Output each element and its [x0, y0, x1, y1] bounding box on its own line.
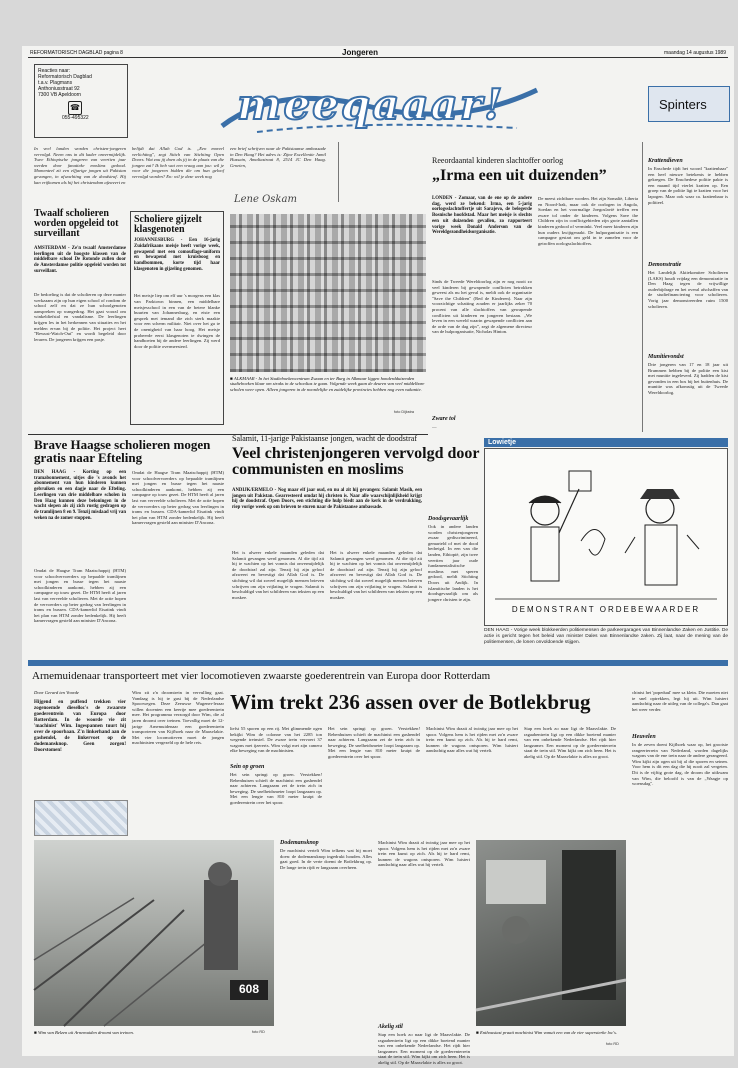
twaalf-body: De bedoeling is dat de scholieren op deze manier werkzaam zijn op hun eigen school of rondom de school zelf en dat ze hun schoolgenoten aanspreken op wangedrag. Het gaat vooral om winkeldiefstal en vandalisme. De leerlingen krijgen les in het herkennen van situaties en het melden ervan bij de politie. Het project heet "Bewust-Watch-Out" en wordt begeleid door leraren. De jongeren krijgen een pasje.	[34, 292, 126, 342]
arnemuiden-headline: Wim trekt 236 assen over de Botlekbrug	[230, 690, 591, 714]
akelig-subhead: Akelig stil	[378, 1024, 403, 1030]
arnemuiden-body-6: Stap een hoek zo naar ligt de Maasvlakte. De ragaabentrein ligt op een dikke boeiend manier van een onbekende Nederlandse. Het rijdt hier langzamer. Een moment op de goederenterrein staat de trein stil. Wim kijkt om zich heen. Het is akelig stil. Op de Maasvlakte is alles zo groot.	[524, 726, 616, 759]
logo-stamp-icon	[34, 800, 128, 836]
intro-signature: Lene Oskam	[234, 194, 297, 205]
books-caption-text: ALKMAAR - In het Studieboekencentrum Zwaan en ter Burg in Alkmaar liggen honderdduizenden studieboeken klaar om straks in de schooltas te gaan. Volgende week gaan de deuren van veel middelbare scholen weer open. Alleen jongeren in de noordelijke en zuidelijke provincies hebben nog even vakantie.	[230, 376, 425, 392]
twaalf-lead: AMSTERDAM - Ze'n twaalf Amsterdamse leerlingen uit de hoogste klassen van de middelbare school De Rotonde zullen door de Amsterdamse politie opgeleid worden tot surveillant.	[34, 246, 126, 274]
heuvelen-subhead: Heuvelen	[632, 734, 656, 740]
address-box	[34, 64, 128, 138]
publisher-line: REFORMATORISCH DAGBLAD pagina 8	[30, 50, 123, 56]
irma-body: Sinds de Tweede Wereldoorlog zijn er nog nooit zo veel kinderen bij gewapende conflicten betrokken geweest als nu het geval is, meldt ook de organisatie "Save the Children" (Red de Kinderen). Naar zijn voorzichtige schatting zouden er jaarlijks zeker 70 procent van alle slachtoffers van gewapende conflicten uit kinderen en jongeren bestaan. „We leven in een wereld waarin gewapende conflicten aan de orde van de dag zijn”, zegt de algemene directeur van de hulporganisatie, Nicholas Hinton.	[432, 279, 532, 335]
munitievondst-body: Drie jongeren van 17 en 18 jaar uit Brummen hebben bij de politie een kist met munitie ingeleverd. Zij hadden de kist gevonden in een bos bij het buitenhuis. De munitie was afkomstig uit de Tweede Wereldoorlog.	[648, 362, 728, 395]
haagse-lead: DEN HAAG - Korting op een tramabonnement, uitjes die 's avonds het abonnement van hun kinderen kunnen gebruiken en een dagje naar de Efteling. Leerlingen van drie middelbare scholen in Den Haag kunnen deze beloningen in de wacht slepen als zij zich rustig gedragen op de tramlijnen 8 en 9. Tenzij misdaad vrij van weken na de zomer stoppen.	[34, 470, 126, 521]
lowietje-cartoon	[484, 438, 728, 658]
arnemuiden-body-5: Machinist Wim draait al twintig jaar mee op het spoor. Volgens hem is het rijden met zo'n zware trein een kunst op zich. Als hij te hard remt, kunnen de wagons ontsporen. Wim luistert aandachtig naar alles wat hij vertelt.	[426, 726, 518, 754]
boy-caption-text: Wim van Belzen uit Arnemuiden droomt van treinen.	[37, 1030, 134, 1035]
boy-caption	[34, 1030, 234, 1035]
haagse-body-b: Omdat de Haagse Tram Maatschappij (HTM) voor schoolvervoerders op bepaalde tramlijnen met jongen en busse tegen het naaste schoolkinderen aankomt, hebben zij een campagne op touw gezet. De HTM heeft al jaren last van verveelde scholieren. Met de actie hopen de vervoerders op beter gedrag van leerlingen in trams en bussen. CDA-kamerlid Eisatink vindt het plan van HTM zonder bedenkelijk. Hij heeft kamervragen gesteld aan minister D'Ancona.	[132, 470, 224, 526]
arnemuiden-body-2: liefst 55 sporen op een rij. Met glimmende ogen bekijkt Wim de colonne van het 2285 ton wegende treinstel. De zware trein vervoert 37 wagons met ijzererts. Wim volgt met zijn camera elke beweging van de machinisten.	[230, 726, 322, 754]
arnemuiden-body-3b: Het sein springt op groen. Verstekken! Rebenhuisen schieft de machinist een gashendel naar achteren. Langzaam zet de trein zich in beweging. De snelheidsmeter loopt langzaam op. Met een lengte van 810 meter kruipt de goederentrein over het spoor.	[328, 726, 420, 759]
books-credit: foto Dijkstra	[394, 410, 415, 414]
munitievondst-subhead: Munitievondst	[648, 354, 684, 360]
issue-date: maandag 14 augustus 1989	[664, 50, 726, 56]
address-line: Reformatorisch Dagblad	[38, 74, 92, 80]
pakistan-body-2: Ook in andere landen worden christenjongeren zwaar gediscrimineerd, gemarteld of met de dood bedreigd. In een van die landen, Ethiopië, zijn twee veertien jaar oude fundamentalistische moslims met speren gedood, meldt Stichting Doors uit Andijk. In islamitische landen is het doodsgevaarlijk om als jongere christen te zijn.	[428, 524, 478, 602]
arnemuiden-body-7: chinist het 'popeduul' mee sa klein. Die moeten niet te snel optrekken, legt hij uit. Wim luistert aandachtig naar de uitleg van de collega's. Dan gaat het weer verder.	[632, 690, 728, 712]
logo-text: meeqaaar!	[237, 80, 505, 129]
machinist-caption	[476, 1030, 626, 1035]
machinist-caption-text: Enthousiast praati machinist Wim vanuit een van de vier supersterke loc's.	[479, 1030, 618, 1035]
boy-credit: foto RD	[252, 1030, 265, 1034]
irma-body-2: De meest zichtbare worden. Het zijn Somalië, Liberia en Noord-Irak, maar ook de oorlogen in Angola, Soedan en het voormalige Joegoslavië treffen een zware tol onder de kinderen. Volgens Save the Children zijn in conflictgebieden zijn grote aantallen kinderen gedood of verminkt. Veel meer kinderen zijn hun ouders kwijtgeraakt. De hulporganisatie is een campagne gestart om geld in te zamelen voor de getroffen oorlogsslachtoffers.	[538, 196, 638, 246]
pakistan-kicker: Salamit, 11-jarige Pakistaanse jongen, wacht de doodstraf	[232, 434, 417, 443]
krattendieven-body: In Enschede tijdt het woord "krattenbaar" een heel nieuwe betekenis te hebben gekregen. De Enschedese politie pakte is een maand tijd vierlei kratten op. Een groep van de politie ligt te kratten voor het lapogen. Maar ook waar ca. krattenbaar is politieel.	[648, 166, 728, 205]
books-shading	[230, 214, 426, 372]
column-divider	[642, 142, 643, 432]
square-bullet-icon: ■	[476, 1030, 480, 1035]
twaalf-headline: Twaalf scholieren worden opgeleid tot surveillant	[34, 208, 119, 240]
arnemuiden-body-4b: Machinist Wim draait al twintig jaar mee op het spoor. Volgens hem is het rijden met zo'n zware trein een kunst op zich. Als hij te hard remt, kunnen de wagons ontsporen. Wim luistert aandachtig naar alles wat hij vertelt.	[378, 840, 470, 868]
address-line: 7300 VB Apeldoorn	[38, 92, 82, 98]
intro-column-2: belijdt dat Allah God is. „Een moreel verlichting", zegt Stitch van Stichting Open Doors. Wat zou jij doen als jij in de plaats van die jongen zat? Ik heb wat een vraag aan jou: wil je voor die jongeren bidden die om hun geloof vervolgd worden? En: wil je deze week nog	[132, 146, 224, 179]
akelig-body: Stap een hoek zo naar ligt de Maasvlakte. De ragaabentrein ligt op een dikke boeiend manier van een onbekende Nederlandse. Het rijdt hier langzamer. Een moment op de goederenterrein staat de trein stil. Wim kijkt om zich heen. Het is akelig stil. Op de Maasvlakte is alles zo groot.	[378, 1032, 470, 1065]
irma-lead: LONDEN - Zomaar, van de ene op de andere dag, werd ze bekend: Irma, een 5-jarig oorlogsslachtoffertje uit Sarajevo, de belegerde Bosnische hoofdstad. Maar het meisje is slechts een uit duizenden gevallen, zo rapporteert vorige week Donald Anderson van de Wereldgezondheidsorganisatie.	[432, 196, 532, 236]
books-caption	[230, 376, 426, 410]
intro-column-3: een brief schrijven naar de Pakistaanse ambassade in Den Haag? Het adres is: Zijne Excellentie Jamil Hussain, Amaliastraat 8, 2514 JC Den Haag. Groeten,	[230, 146, 326, 168]
address-line: Anthoniusstraat 92	[38, 86, 80, 92]
arnemuiden-kicker: Arnemuidenaar transporteert met vier locomotieven zwaarste goederentrein van Europa door Rotterdam	[32, 670, 491, 682]
address-phone: 055-495322	[62, 115, 89, 121]
rail-tracks-icon	[34, 840, 274, 1026]
cartoon-frame	[484, 448, 728, 626]
newspaper-page	[22, 46, 734, 1065]
lowietje-caption: DEN HAAG - Vorige week blokkeerden politiemensen de parkeergarages van Binnenlandse Zaken en Justitie. De actie is gericht tegen het beleid van minister Dales van Binnenlandse zaken. Zij laat, naar de mening van de politiemensen, de lonen onvoldoende stijgen.	[484, 628, 728, 645]
telephone-icon: ☎	[68, 101, 82, 115]
scholiere-body: Het meisje liep om elf uur 's morgens een klas van Parktown binnen, een middelbare meisjesschool in een van de betere blanke buurten van Johannesburg, en eiste een gesprek met iemand die zich sterk maakte voor een scherm militair. Niet over het ga te de onenigheid van haar hoog. Het meisje probeerde eerst klasgenoten te dwingen de handboeien bij de andere leerlingen. Zij werd door de politie overmeesterd.	[134, 293, 220, 349]
haagse-headline: Brave Haagse scholieren mogen gratis naar Efteling	[34, 437, 211, 466]
cartoon-drawing-icon	[485, 449, 727, 625]
address-line: t.a.v. Plagmans	[38, 80, 73, 86]
section-label: Jongeren	[342, 48, 379, 57]
intro-column-1: In veel landen worden christen-jongeren vervolgd. Neem ons in dit kader onvermijdelijk. Twee Ethiopische jongeren van veertien jaar werden door fanatieke moslims gedood. Momenteel zit een elfjarige jongen uit Pakistan gevangen, in afwachting van de doodstraf. Hij kan vrijkomen als hij het christendom afzweert en	[34, 146, 126, 185]
spinters-label: Spinters	[659, 97, 707, 112]
scholiere-lead: JOHANNESBURG - Een 16-jarig Zuidafrikaans meisje heeft vorige week, gewapend met een comouflage-uniform en bewapend met kruisboog en handbommen, korte tijd haar klasgenoten in gijzeling genomen.	[134, 238, 220, 272]
scholiere-headline: Scholiere gijzelt klasgenoten	[134, 214, 202, 236]
sein-subhead: Sein op groen	[230, 764, 265, 770]
pakistan-headline: Veel christenjongeren vervolgd door communisten en moslims	[232, 445, 480, 479]
square-bullet-icon: ■	[230, 376, 234, 381]
scholiere-box	[130, 211, 224, 425]
irma-headline: „Irma een uit duizenden”	[432, 167, 607, 184]
address-line: Reacties naar:	[38, 68, 71, 74]
arnemuiden-body-4: De machinist vertelt Wim telkens wat hij moet doen: de dodemansknop ingedrukt houden. Alles gaat goed. In de verte doemt de Botlekbrug op. De lange trein rijdt er langzaam overheen.	[280, 848, 372, 870]
arnemuiden-byline: Door Gerard ten Voorde	[34, 690, 79, 695]
demonstratie-subhead: Demonstratie	[648, 262, 682, 268]
masthead-rule	[28, 57, 728, 58]
arnemuiden-body-8: In de zeven doeni Kijfhoek waar op, het grootste rangeerterrein van Nederland, worden dagelijks wagons van de ene trein naar de andere gerangeerd. Wim kijkt zijn ogen uit bij al die sporen en seinen. Voor hem is dit een dag die hij nooit zal vergeten. Dit is de vijftig grote dag, de droom die uitkwam van Wim, die beloofd is van de „Waagje op woensdag".	[632, 742, 728, 787]
square-bullet-icon: ■	[34, 1030, 38, 1035]
demonstratie-body: Het Landelijk Aktiekomitee Scholieren (LAKS) houdt vrijdag een demonstratie in Den Haag tegen de vrijwillige ouderbijdrage en het overal afschaffen van de studiefinanciering voor scholieren. Vorig jaar demonstreerden ruim 1500 scholieren.	[648, 270, 728, 309]
mega-logo	[217, 76, 547, 138]
irma-body-footer: —	[432, 424, 437, 429]
boy-on-tracks-photo	[34, 840, 274, 1026]
irma-subhead: Zware tol	[432, 416, 456, 422]
locomotive-cab-icon	[476, 840, 626, 1026]
books-photo	[230, 214, 426, 372]
arnemuiden-lead: Hijgend en puffend trekken vier zogenoemde dieselloc's de zwaarste goederentrein van Europa door Rotterdam. In de woorde vie zit 'machinist' Wim. Ingespannen tuurt hij over de spoorbaan. Z'n linkerhand aan de gashendel, de linkervoet op de dodemansknop. Geen zorgen! Doorstomen!	[34, 700, 126, 753]
arnemuiden-body-1: Wim zit z'n droomtrein in vervulling gaat. Vandaag is hij te gast bij de Nederlandse Spoorwegen. Deze Zeeuwse Wagener-leraar willen docenten een keertje mee goederentrein mee. Het programma verzorgd door Wim, die al jaren droomt over treinen. Toevallig moet de 12-jarige Arnemuidenaar een goederentrein transporteren van Kijfhoek naar de Maasvlakte. Met vier locomotieven moet de jongen machinisten vergezeld op de hele reis.	[132, 690, 224, 746]
irma-kicker: Reeordaantal kinderen slachtoffer oorlog	[432, 156, 564, 165]
pakistan-lead: ANDIJK/ERMELO - Nog maar elf jaar oud, en nu al zit hij gevangen: Salamit Masih, een jongen uit Pakistan. Gearresteerd omdat hij christen is. Naar alle waarschijnlijkheid krijgt hij de doodstraf. Open Doors, een stichting die hulp biedt aan de kerk in de verdrukking, riep vorige week op om brieven te sturen naar de Pakistaanse ambassade.	[232, 488, 422, 511]
haagse-body-a: Omdat de Haagse Tram Maatschappij (HTM) voor schoolvervoerders op bepaalde tramlijnen met jongen en busse tegen het naaste schoolkinderen aankomt, hebben zij een campagne op touw gezet. De HTM heeft al jaren last van verveelde scholieren. Met de actie hopen de vervoerders op beter gedrag van leerlingen in trams en bussen. CDA-kamerlid Eisatink vindt het plan van HTM zonder bedenkelijk. Hij heeft kamervragen gesteld aan minister D'Ancona.	[34, 568, 126, 624]
machinist-photo	[476, 840, 626, 1026]
section-strip	[28, 660, 728, 666]
krattendieven-subhead: Krattendieven	[648, 158, 683, 164]
dodemansknop-subhead: Dodemansknop	[280, 840, 319, 846]
column-divider	[338, 142, 339, 202]
arnemuiden-body-3: Het sein springt op groen. Verstekken! Rebenhuisen schieft de machinist een gashendel naar achteren. Langzaam zet de trein zich in beweging. De snelheidsmeter loopt langzaam op. Met een lengte van 810 meter kruipt de goederentrein over het spoor.	[230, 772, 322, 805]
machinist-credit: foto RD	[606, 1042, 619, 1046]
spinters-box	[648, 86, 730, 122]
locomotive-number: 608	[238, 982, 260, 996]
pakistan-subhead: Doodsgevaarlijk	[428, 516, 469, 522]
cartoon-sign-text: DEMONSTRANT ORDEBEWAARDER	[511, 605, 701, 614]
pakistan-body-b: Het is alweer enkele maanden geleden dat Salamit gevangen werd genomen. Al die tijd zit hij te wachten op het vonnis dat onvermijdelijk de doodstraf zal zijn. Tenzij hij zijn geloof afzweert en bevestigt dat Allah God is. De stichting wil dat zoveel mogelijk mensen brieven schrijven om zijn vrijlating te vragen. Salamit is beschuldigd van het schilderen van teksten op een moskee.	[330, 550, 422, 600]
lowietje-title: Lowietje	[484, 438, 728, 447]
pakistan-body-a: Het is alweer enkele maanden geleden dat Salamit gevangen werd genomen. Al die tijd zit hij te wachten op het vonnis dat onvermijdelijk de doodstraf zal zijn. Tenzij hij zijn geloof afzweert en bevestigt dat Allah God is. De stichting wil dat zoveel mogelijk mensen brieven schrijven om zijn vrijlating te vragen. Salamit is beschuldigd van het schilderen van teksten op een moskee.	[232, 550, 324, 600]
